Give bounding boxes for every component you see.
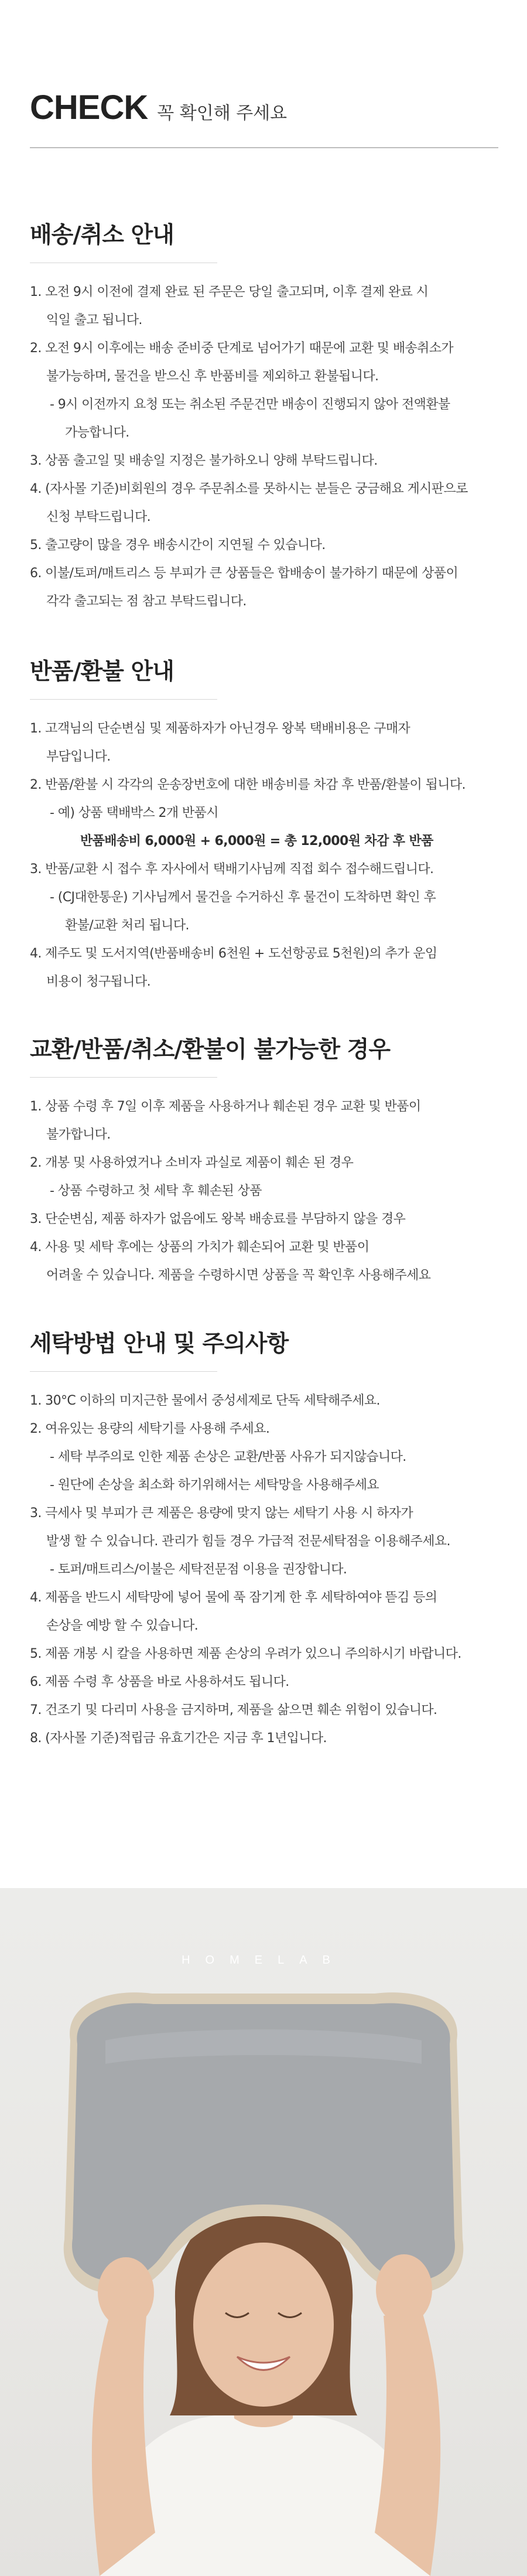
list-item-line: 발생 할 수 있습니다. 관리가 힘들 경우 가급적 전문세탁점을 이용해주세요. xyxy=(46,1534,450,1549)
section-lines xyxy=(30,1387,510,1753)
product-photo xyxy=(0,1888,527,2576)
check-header xyxy=(30,88,498,148)
list-item-line: 반품배송비 6,000원 + 6,000원 = 총 12,000원 차감 후 반품 xyxy=(80,834,433,849)
list-item-line: - 세탁 부주의로 인한 제품 손상은 교환/반품 사유가 되지않습니다. xyxy=(50,1450,406,1464)
list-item-line: 각각 출고되는 점 참고 부탁드립니다. xyxy=(46,594,247,609)
section-rule xyxy=(30,1371,217,1372)
section-lines xyxy=(30,278,510,616)
list-item: 1. 상품 수령 후 7일 이후 제품을 사용하거나 훼손된 경우 교환 및 반품이 xyxy=(30,1099,421,1114)
list-item: 5. 제품 개봉 시 칼을 사용하면 제품 손상의 우려가 있으니 주의하시기 바랍니다. xyxy=(30,1647,461,1661)
list-item: 7. 건조기 및 다리미 사용을 금지하며, 제품을 삶으면 훼손 위험이 있습니다. xyxy=(30,1703,437,1718)
list-item: 1. 30°C 이하의 미지근한 물에서 중성세제로 단독 세탁해주세요. xyxy=(30,1393,380,1408)
section-rule xyxy=(30,699,217,700)
section-shipping-cancel xyxy=(30,217,510,616)
list-item: 4. 사용 및 세탁 후에는 상품의 가치가 훼손되어 교환 및 반품이 xyxy=(30,1240,369,1255)
list-item-line: 손상을 예방 할 수 있습니다. xyxy=(46,1618,199,1633)
list-item: 2. 오전 9시 이후에는 배송 준비중 단계로 넘어가기 때문에 교환 및 배송취소가 xyxy=(30,341,454,356)
brand-logo: HOMELAB xyxy=(182,1954,345,1967)
section-return-refund xyxy=(30,653,510,996)
section-title: 배송/취소 안내 xyxy=(30,222,174,248)
right-arm-shape xyxy=(375,2310,440,2576)
list-item: 6. 이불/토퍼/매트리스 등 부피가 큰 상품들은 합배송이 불가하기 때문에 상품이 xyxy=(30,566,458,581)
check-title-row xyxy=(30,88,498,127)
list-item: 4. (자사몰 기준)비회원의 경우 주문취소를 못하시는 분들은 궁금해요 게시판으로 xyxy=(30,482,468,496)
list-item-line: 불가능하며, 물건을 받으신 후 반품비를 제외하고 환불됩니다. xyxy=(46,369,379,384)
list-item-line: 어려울 수 있습니다. 제품을 수령하시면 상품을 꼭 확인후 사용해주세요 xyxy=(46,1268,431,1283)
right-hand-shape xyxy=(376,2254,432,2325)
section-rule xyxy=(30,1077,217,1078)
list-item: 3. 상품 출고일 및 배송일 지정은 불가하오니 양해 부탁드립니다. xyxy=(30,454,378,468)
pillow-model-illustration xyxy=(0,1888,527,2576)
list-item: 3. 단순변심, 제품 하자가 없음에도 왕복 배송료를 부담하지 않을 경우 xyxy=(30,1212,406,1226)
list-item-line: - 토퍼/매트리스/이불은 세탁전문점 이용을 권장합니다. xyxy=(50,1562,347,1577)
list-item: 6. 제품 수령 후 상품을 바로 사용하셔도 됩니다. xyxy=(30,1675,289,1689)
section-title: 교환/반품/취소/환불이 불가능한 경우 xyxy=(30,1037,390,1063)
section-not-allowed xyxy=(30,1031,510,1290)
section-title: 반품/환불 안내 xyxy=(30,659,174,685)
list-item: 8. (자사몰 기준)적립금 유효기간은 지금 후 1년입니다. xyxy=(30,1731,327,1746)
list-item: 2. 개봉 및 사용하였거나 소비자 과실로 제품이 훼손 된 경우 xyxy=(30,1156,354,1170)
list-item: 5. 출고량이 많을 경우 배송시간이 지연될 수 있습니다. xyxy=(30,538,326,553)
section-title: 세탁방법 안내 및 주의사항 xyxy=(30,1331,289,1357)
left-hand-shape xyxy=(98,2257,154,2328)
check-subtitle: 꼭 확인해 주세요 xyxy=(157,103,288,124)
list-item-line: 불가합니다. xyxy=(46,1127,111,1142)
list-item-line: - 예) 상품 택배박스 2개 반품시 xyxy=(50,806,218,820)
list-item: 4. 제주도 및 도서지역(반품배송비 6천원 + 도선항공료 5천원)의 추가 운임 xyxy=(30,946,437,961)
list-item: 2. 반품/환불 시 각각의 운송장번호에 대한 배송비를 차감 후 반품/환불이 됩니다. xyxy=(30,778,466,792)
list-item-line: 환불/교환 처리 됩니다. xyxy=(65,918,189,933)
list-item: 3. 반품/교환 시 접수 후 자사에서 택배기사님께 직접 회수 접수해드립니다. xyxy=(30,862,434,877)
list-item-line: 부담입니다. xyxy=(46,749,111,764)
list-item-line: - (CJ대한통운) 기사님께서 물건을 수거하신 후 물건이 도착하면 확인 후 xyxy=(50,890,436,905)
list-item: 2. 여유있는 용량의 세탁기를 사용해 주세요. xyxy=(30,1422,270,1436)
list-item-line: 가능합니다. xyxy=(65,425,129,440)
section-lines xyxy=(30,715,510,996)
list-item: 1. 고객님의 단순변심 및 제품하자가 아닌경우 왕복 택배비용은 구매자 xyxy=(30,721,410,736)
list-item-line: - 상품 수령하고 첫 세탁 후 훼손된 상품 xyxy=(50,1184,262,1198)
list-item-line: - 9시 이전까지 요청 또는 취소된 주문건만 배송이 진행되지 않아 전액환불 xyxy=(50,397,450,412)
list-item: 1. 오전 9시 이전에 결제 완료 된 주문은 당일 출고되며, 이후 결제 완료 시 xyxy=(30,285,429,299)
section-washing xyxy=(30,1326,510,1753)
list-item-line: 비용이 청구됩니다. xyxy=(46,974,151,989)
list-item: 4. 제품을 반드시 세탁망에 넣어 물에 푹 잠기게 한 후 세탁하여야 뜯김 등의 xyxy=(30,1590,437,1605)
list-item-line: 익일 출고 됩니다. xyxy=(46,313,142,328)
face-shape xyxy=(193,2243,334,2407)
section-lines xyxy=(30,1093,510,1290)
list-item: 3. 극세사 및 부피가 큰 제품은 용량에 맞지 않는 세탁기 사용 시 하자가 xyxy=(30,1506,413,1521)
list-item-line: 신청 부탁드립니다. xyxy=(46,510,151,524)
list-item-line: - 원단에 손상을 최소화 하기위해서는 세탁망을 사용해주세요 xyxy=(50,1478,379,1493)
left-arm-shape xyxy=(92,2310,155,2576)
check-title: CHECK xyxy=(30,88,148,127)
header-divider xyxy=(30,147,498,148)
